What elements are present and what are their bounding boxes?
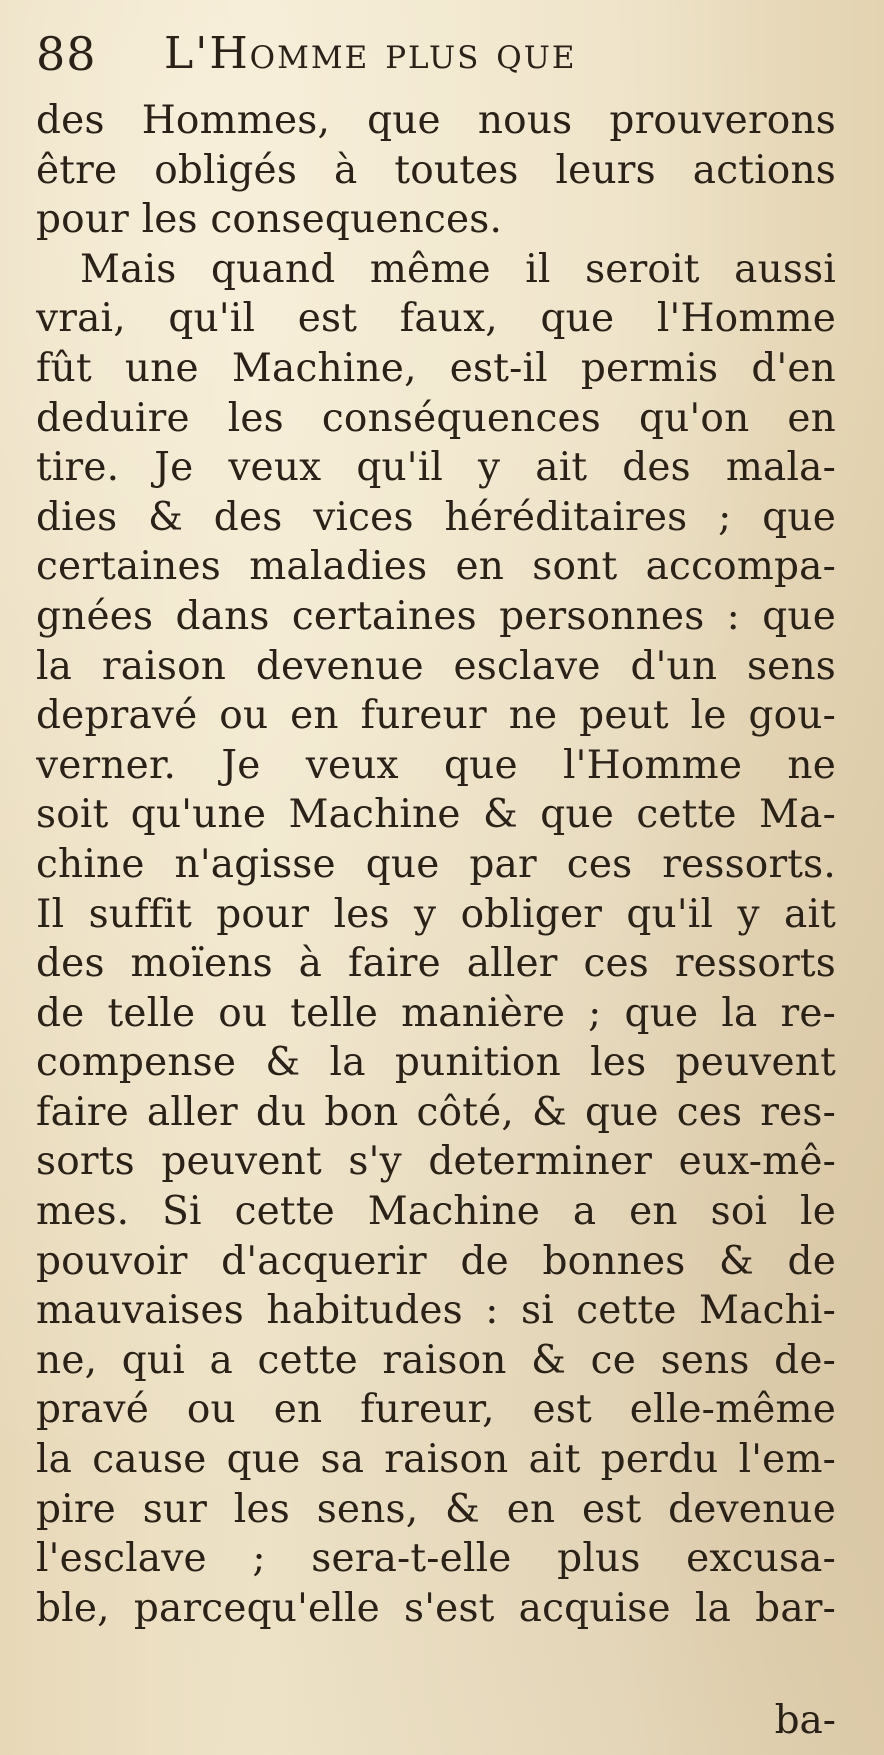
text-line-10: certaines maladies en sont accompa-: [36, 544, 836, 590]
text-line-5: vrai, qu'il est faux, que l'Homme: [36, 296, 836, 342]
text-line-16: chine n'agisse que par ces ressorts.: [36, 841, 836, 887]
text-line-6: fût une Machine, est-il permis d'en: [36, 345, 836, 391]
text-line-26: ne, qui a cette raison & ce sens de-: [36, 1337, 836, 1383]
text-line-14: verner. Je veux que l'Homme ne: [36, 742, 836, 788]
text-line-25: mauvaises habitudes : si cette Machi-: [36, 1288, 836, 1334]
text-line-29: pire sur les sens, & en est devenue: [36, 1486, 836, 1532]
page-number: 88: [36, 27, 97, 81]
text-line-1: des Hommes, que nous prouverons: [36, 98, 836, 143]
text-line-19: de telle ou telle manière ; que la re-: [36, 990, 836, 1036]
text-line-3: pour les consequences.: [36, 197, 503, 243]
text-line-22: sorts peuvent s'y determiner eux-mê-: [36, 1139, 836, 1185]
text-line-8: tire. Je veux qu'il y ait des mala-: [36, 445, 836, 491]
text-line-18: des moïens à faire aller ces ressorts: [36, 941, 836, 987]
text-line-30: l'esclave ; sera-t-elle plus excusa-: [36, 1536, 836, 1582]
text-line-24: pouvoir d'acquerir de bonnes & de: [36, 1238, 836, 1284]
page-header: [36, 18, 856, 90]
text-line-17: Il suffit pour les y obliger qu'il y ait: [36, 891, 836, 937]
text-line-20: compense & la punition les peuvent: [36, 1040, 836, 1086]
text-line-11: gnées dans certaines personnes : que: [36, 593, 836, 639]
text-line-13: depravé ou en fureur ne peut le gou-: [36, 693, 836, 739]
catchword: ba-: [774, 1698, 836, 1743]
text-line-23: mes. Si cette Machine a en soi le: [36, 1189, 836, 1235]
text-line-15: soit qu'une Machine & que cette Ma-: [36, 792, 836, 838]
text-line-12: la raison devenue esclave d'un sens: [36, 643, 836, 689]
text-line-21: faire aller du bon côté, & que ces res-: [36, 1089, 836, 1135]
text-line-9: dies & des vices héréditaires ; que: [36, 494, 836, 540]
body-text: [36, 96, 836, 1633]
text-line-28: la cause que sa raison ait perdu l'em-: [36, 1437, 836, 1483]
text-line-7: deduire les conséquences qu'on en: [36, 395, 836, 441]
text-line-31: ble, parcequ'elle s'est acquise la bar-: [36, 1585, 836, 1631]
running-title: L'Homme plus que: [164, 28, 577, 79]
text-line-27: pravé ou en fureur, est elle-même: [36, 1387, 836, 1433]
text-line-2: être obligés à toutes leurs actions: [36, 147, 836, 193]
text-line-4: Mais quand même il seroit aussi: [80, 246, 836, 292]
